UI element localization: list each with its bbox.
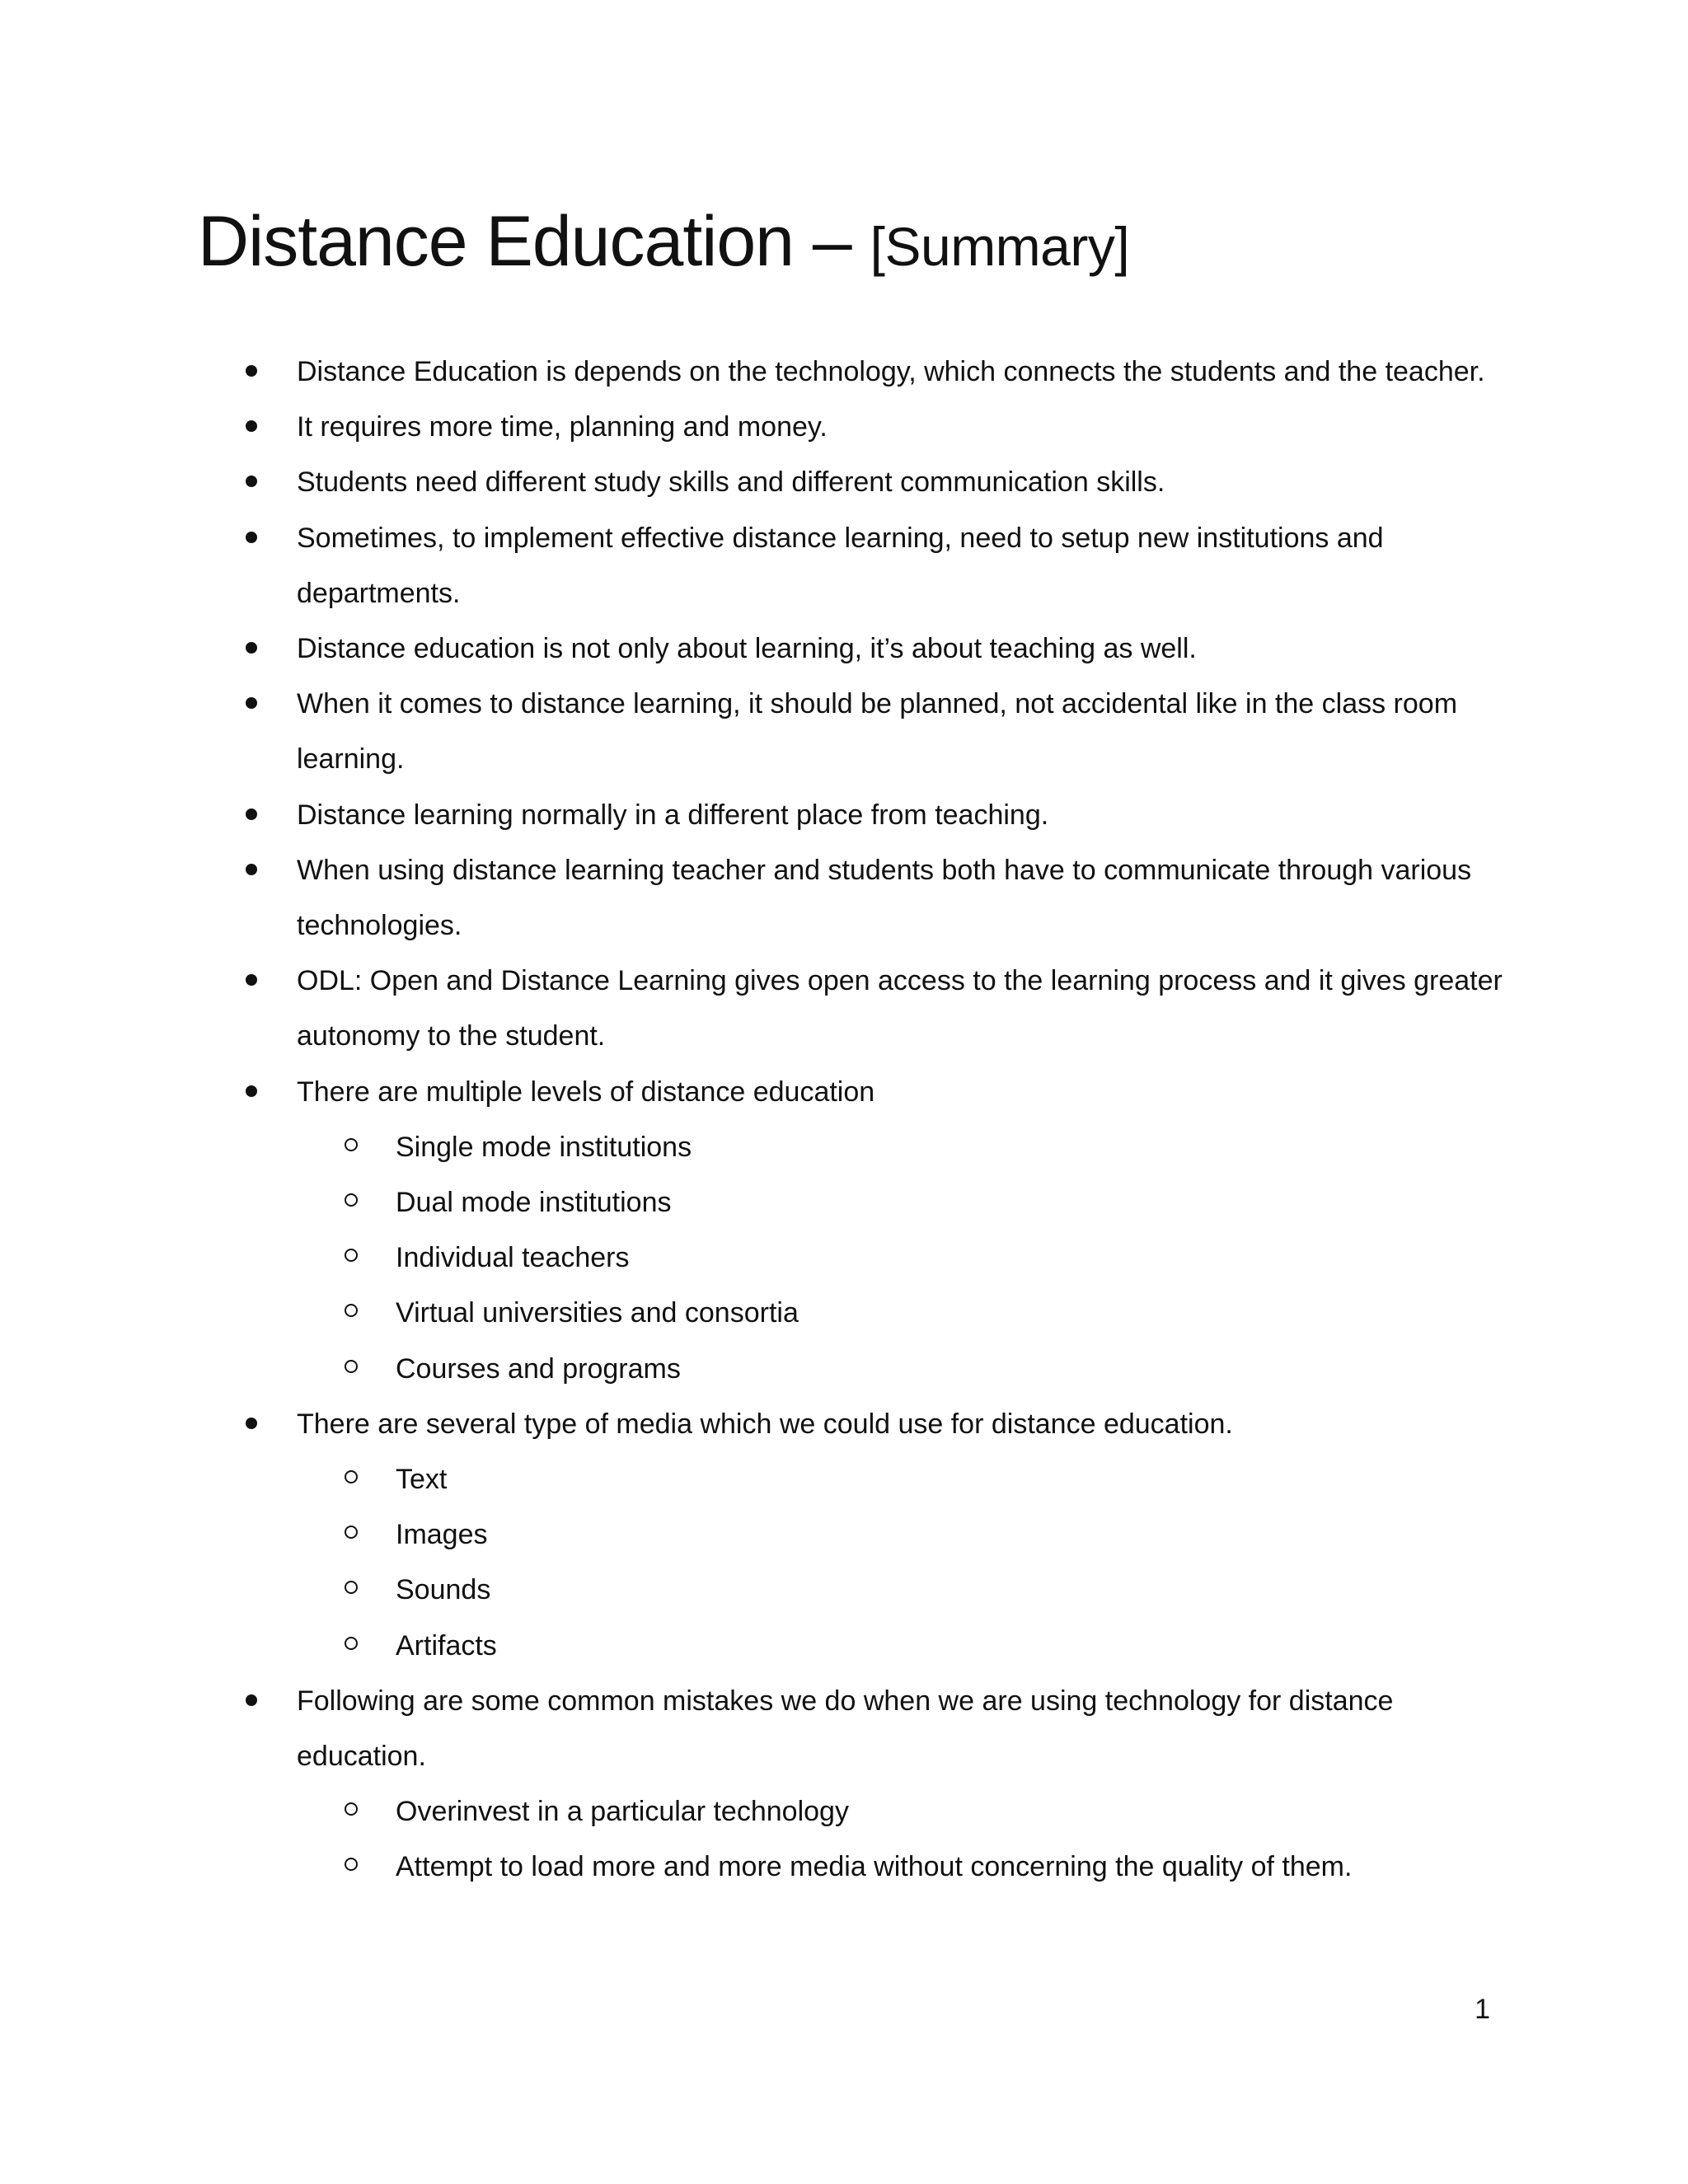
sublist-item-text: Text	[396, 1464, 448, 1495]
bullet-icon	[246, 1418, 257, 1429]
sublist-item	[0, 1342, 1688, 1397]
list-item	[0, 1065, 1688, 1120]
sublist-item-text: Images	[396, 1519, 488, 1550]
list-item	[0, 511, 1688, 566]
sublist-item-text: Courses and programs	[396, 1353, 681, 1385]
title-main: Distance Education –	[198, 202, 870, 281]
list-item	[0, 898, 1688, 954]
list-item-text: autonomy to the student.	[297, 1020, 606, 1052]
list-item	[0, 400, 1688, 455]
list-item-text: ODL: Open and Distance Learning gives open access to the learning process and it gives greater	[297, 965, 1503, 996]
circle-bullet-icon	[345, 1526, 358, 1539]
sublist-item-text: Attempt to load more and more media without concerning the quality of them.	[396, 1851, 1353, 1882]
sublist-item	[0, 1230, 1688, 1286]
list-item-text: technologies.	[297, 910, 462, 941]
list-item-text: It requires more time, planning and money.	[297, 411, 828, 443]
list-item-text: Distance learning normally in a different place from teaching.	[297, 799, 1049, 831]
list-item	[0, 455, 1688, 510]
list-item-text: learning.	[297, 743, 405, 775]
bullet-icon	[246, 697, 257, 709]
sublist-item	[0, 1452, 1688, 1507]
circle-bullet-icon	[345, 1360, 358, 1373]
sublist-item	[0, 1619, 1688, 1674]
circle-bullet-icon	[345, 1304, 358, 1317]
sublist-item	[0, 1175, 1688, 1230]
list-item	[0, 954, 1688, 1009]
sublist-item-text: Sounds	[396, 1574, 491, 1605]
list-item-text: There are several type of media which we could use for distance education.	[297, 1408, 1233, 1440]
circle-bullet-icon	[345, 1249, 358, 1262]
sublist-item-text: Dual mode institutions	[396, 1187, 672, 1218]
list-item-text: When it comes to distance learning, it should be planned, not accidental like in the class room	[297, 688, 1458, 719]
circle-bullet-icon	[345, 1193, 358, 1207]
sublist-item-text: Artifacts	[396, 1630, 497, 1661]
sublist-item	[0, 1840, 1688, 1895]
list-item-text: When using distance learning teacher and students both have to communicate through various	[297, 855, 1472, 886]
list-item	[0, 566, 1688, 621]
sublist-item-text: Individual teachers	[396, 1242, 630, 1273]
circle-bullet-icon	[345, 1802, 358, 1816]
circle-bullet-icon	[345, 1858, 358, 1871]
list-item-text: Following are some common mistakes we do when we are using technology for distance	[297, 1685, 1394, 1717]
list-item-text: departments.	[297, 578, 461, 609]
list-item	[0, 1009, 1688, 1064]
sublist-item	[0, 1563, 1688, 1618]
sublist-item	[0, 1784, 1688, 1840]
sublist-item-text: Overinvest in a particular technology	[396, 1796, 849, 1827]
list-item-text: Distance Education is depends on the technology, which connects the students and the teacher.	[297, 356, 1485, 387]
title-subtitle: [Summary]	[870, 216, 1130, 277]
bullet-icon	[246, 1694, 257, 1706]
list-item	[0, 677, 1688, 732]
page-number: 1	[1475, 1994, 1490, 2025]
sublist-item	[0, 1286, 1688, 1341]
bullet-icon	[246, 420, 257, 432]
list-item	[0, 344, 1688, 400]
list-item-text: Sometimes, to implement effective distance learning, need to setup new institutions and	[297, 523, 1384, 554]
bullet-icon	[246, 808, 257, 820]
bullet-icon	[246, 365, 257, 377]
list-item	[0, 1729, 1688, 1784]
bullet-icon	[246, 642, 257, 654]
circle-bullet-icon	[345, 1581, 358, 1594]
bullet-icon	[246, 864, 257, 875]
list-item	[0, 621, 1688, 677]
circle-bullet-icon	[345, 1470, 358, 1483]
list-item	[0, 1674, 1688, 1729]
sublist-item-text: Single mode institutions	[396, 1132, 692, 1163]
bullet-icon	[246, 1085, 257, 1097]
circle-bullet-icon	[345, 1637, 358, 1650]
list-item	[0, 732, 1688, 787]
list-item-text: Students need different study skills and different communication skills.	[297, 466, 1165, 498]
bullet-icon	[246, 476, 257, 487]
list-item	[0, 843, 1688, 898]
circle-bullet-icon	[345, 1138, 358, 1151]
list-item-text: education.	[297, 1741, 426, 1772]
bullet-icon	[246, 532, 257, 543]
sublist-item	[0, 1507, 1688, 1563]
sublist-item	[0, 1120, 1688, 1175]
bullet-icon	[246, 974, 257, 986]
sublist-item-text: Virtual universities and consortia	[396, 1297, 799, 1329]
list-item-text: There are multiple levels of distance education	[297, 1076, 875, 1108]
list-item	[0, 1397, 1688, 1452]
list-item	[0, 788, 1688, 843]
list-item-text: Distance education is not only about learning, it’s about teaching as well.	[297, 633, 1197, 664]
